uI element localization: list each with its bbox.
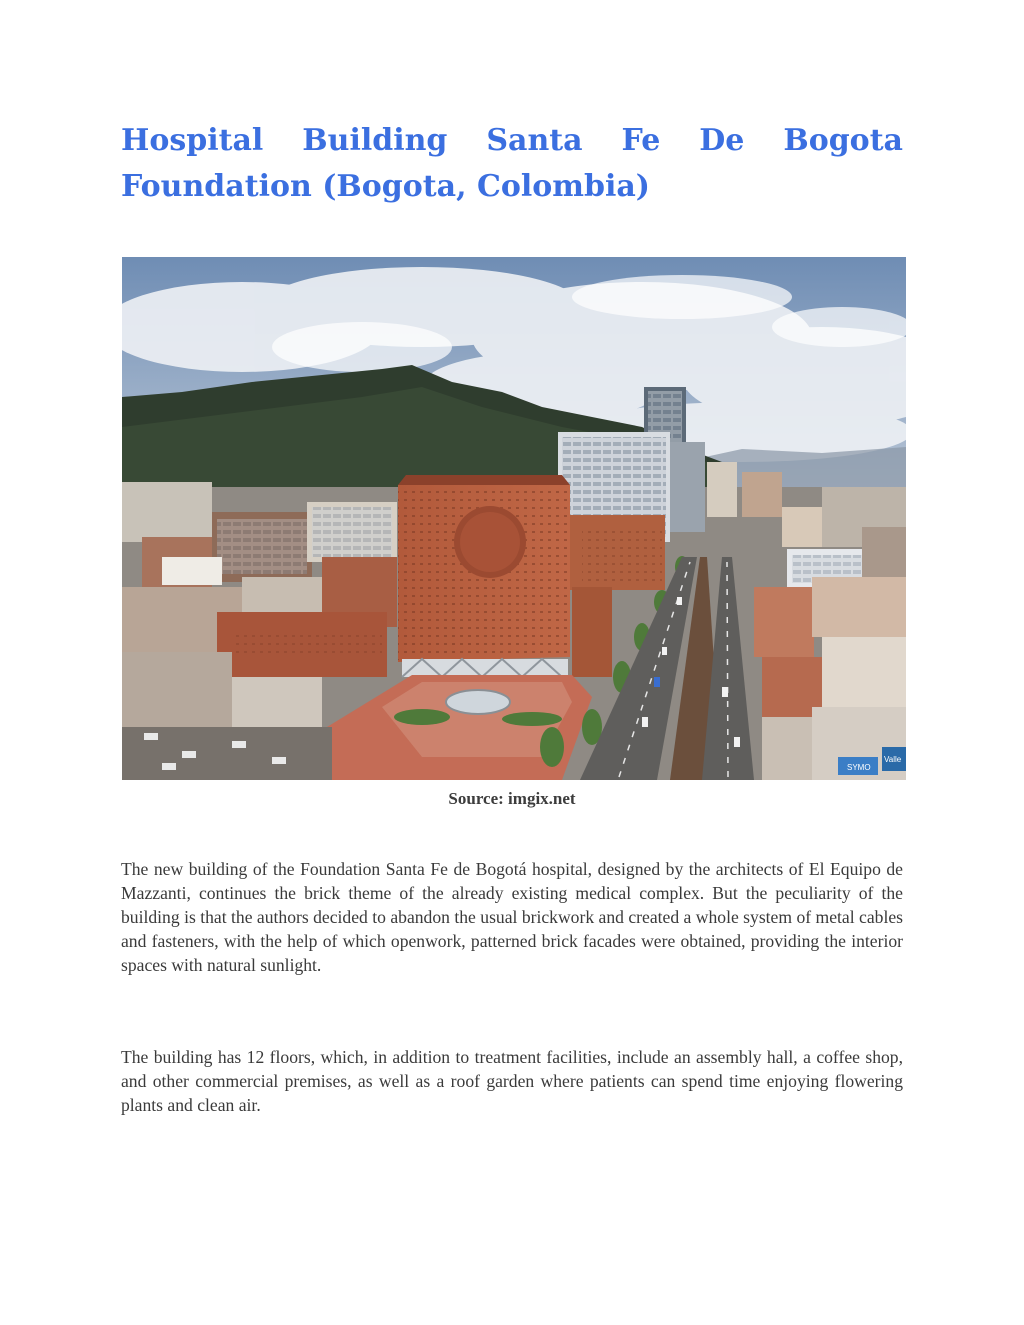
paragraph-1: The new building of the Foundation Santa Fe de Bogotá hospital, designed by the architects of El Equipo de Mazzanti, continues the brick theme of the already existing medical complex. But the peculiarity of the building is that the authors decided to abandon the usual brickwork and created a whole system of metal cables and fasteners, with the help of which openwork, patterned brick facades were obtained, providing the interior spaces with natural sunlight. [121, 859, 903, 975]
paragraph-2: The building has 12 floors, which, in addition to treatment facilities, include an assembly hall, a coffee shop, and other commercial premises, as well as a roof garden where patients can spend time enjoying flowering plants and clean air. [121, 1047, 903, 1115]
sign-symo: SYMO [847, 763, 871, 772]
round-skylight [446, 690, 510, 714]
brick-tower [398, 475, 570, 677]
hospital-photo [122, 257, 906, 780]
sign-valle: Valle [884, 755, 902, 764]
city-blocks-bottom-right [754, 577, 906, 780]
figure-caption: Source: imgix.net [448, 789, 576, 808]
aerial-city-illustration [122, 257, 906, 780]
page-title: Hospital Building Santa Fe De Bogota Foundation (Bogota, Colombia) [121, 123, 903, 204]
